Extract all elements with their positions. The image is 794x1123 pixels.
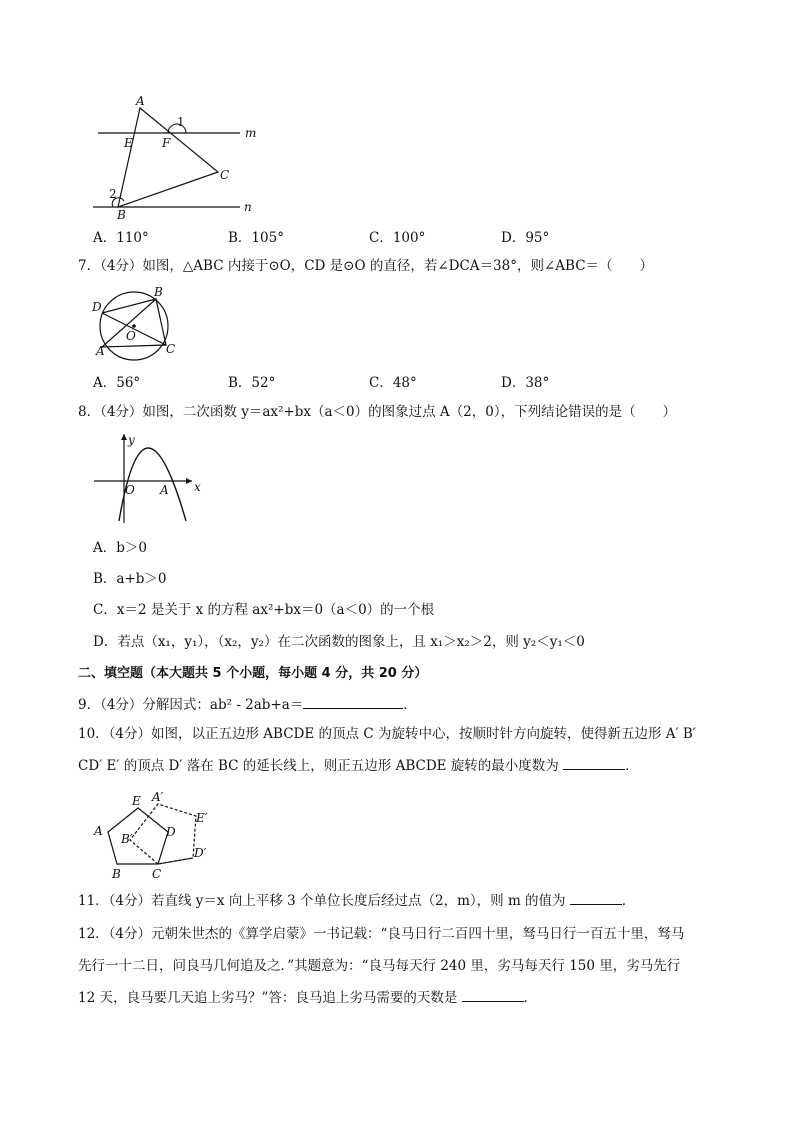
label-A-prime: A′ — [152, 790, 164, 804]
figure-q6-parallel-lines — [88, 90, 268, 220]
q9-end: ． — [403, 697, 417, 713]
q12-line-3 — [78, 987, 537, 1008]
label-A: A — [136, 94, 145, 108]
label-1: 1 — [177, 115, 185, 129]
q12-answer-blank[interactable] — [462, 987, 524, 1002]
q12-end: ． — [523, 990, 538, 1006]
q6-option-d[interactable]: D．95° — [501, 230, 550, 246]
q7-option-b[interactable]: B．52° — [228, 375, 276, 391]
q9 — [78, 694, 417, 715]
q12-text: 12 天，良马要几天追上劣马？”答：良马追上劣马需要的天数是 — [78, 990, 458, 1006]
label-n: n — [244, 200, 252, 214]
label-E: E — [124, 136, 133, 150]
label-F: F — [162, 136, 171, 150]
label-A: A — [94, 824, 103, 838]
label-B: B — [112, 867, 121, 881]
q6-option-a[interactable]: A．110° — [93, 230, 149, 246]
label-E: E — [132, 794, 141, 808]
q8-option-a[interactable]: A．b＞0 — [93, 540, 147, 556]
label-O: O — [126, 329, 136, 343]
label-C: C — [152, 867, 162, 881]
label-m: m — [245, 126, 257, 140]
label-C: C — [220, 168, 230, 182]
q6-option-c[interactable]: C．100° — [369, 230, 426, 246]
label-A: A — [96, 344, 105, 358]
q7-text: 7．（4分）如图，△ABC 内接于⊙O，CD 是⊙O 的直径，若∠DCA＝38°，则∠ABC＝（ ） — [78, 258, 654, 274]
q11 — [78, 890, 635, 911]
label-B: B — [154, 285, 163, 299]
label-D: D — [166, 825, 176, 839]
q8-text: 8．（4分）如图，二次函数 y＝ax²+bx（a＜0）的图象过点 A（2，0），下列结论错误的是（ ） — [78, 404, 677, 420]
section-2-title: 二、填空题（本大题共 5 个小题，每小题 4 分，共 20 分） — [78, 666, 428, 681]
q9-answer-blank[interactable] — [303, 694, 403, 709]
q10-line-2 — [78, 755, 639, 776]
q12-line-2: 先行一十二日，问良马几何追及之．”其题意为：“良马每天行 240 里，劣马每天行 150 里，劣马先行 — [78, 958, 681, 974]
q7-option-c[interactable]: C．48° — [369, 375, 417, 391]
q11-text: 11．（4分）若直线 y＝x 向上平移 3 个单位长度后经过点（2，m），则 m 的值为 — [78, 893, 566, 909]
q10-text: CD′ E′ 的顶点 D′ 落在 BC 的延长线上，则正五边形 ABCDE 旋转的最小度数为 — [78, 758, 559, 774]
label-2: 2 — [109, 187, 117, 201]
q6-option-b[interactable]: B．105° — [228, 230, 284, 246]
label-x: x — [194, 480, 201, 494]
q11-end: ． — [621, 893, 636, 909]
q11-answer-blank[interactable] — [570, 890, 622, 905]
figure-q7-circle — [88, 282, 188, 362]
label-C: C — [166, 342, 176, 356]
label-B-prime: B′ — [121, 832, 133, 846]
q8-option-d[interactable]: D．若点（x₁，y₁），（x₂，y₂）在二次函数的图象上，且 x₁＞x₂＞2，则 y₂＜y₁＜0 — [93, 634, 585, 650]
q10-line-1: 10．（4分）如图，以正五边形 ABCDE 的顶点 C 为旋转中心，按顺时针方向旋转，使得新五边形 A′ B′ — [78, 726, 696, 742]
figure-q10-pentagon-rotation — [88, 782, 218, 882]
q7-option-a[interactable]: A．56° — [93, 375, 141, 391]
q10-end: ． — [625, 758, 639, 774]
q8-option-b[interactable]: B．a+b＞0 — [93, 571, 167, 587]
label-O: O — [125, 483, 135, 497]
q8-option-c[interactable]: C．x＝2 是关于 x 的方程 ax²+bx＝0（a＜0）的一个根 — [93, 602, 435, 618]
label-A: A — [160, 483, 169, 497]
q12-line-1: 12．（4分）元朝朱世杰的《算学启蒙》一书记载：“良马日行二百四十里，驽马日行一百五十里，驽马 — [78, 926, 685, 942]
label-B: B — [117, 208, 126, 220]
figure-q8-parabola — [88, 428, 208, 528]
label-D: D — [92, 300, 102, 314]
label-D-prime: D′ — [194, 846, 207, 860]
label-y: y — [128, 433, 135, 447]
q9-text: 9．（4分）分解因式：ab² - 2ab+a＝ — [78, 697, 304, 713]
q7-option-d[interactable]: D．38° — [501, 375, 550, 391]
label-E-prime: E′ — [196, 811, 208, 825]
q10-answer-blank[interactable] — [563, 755, 625, 770]
